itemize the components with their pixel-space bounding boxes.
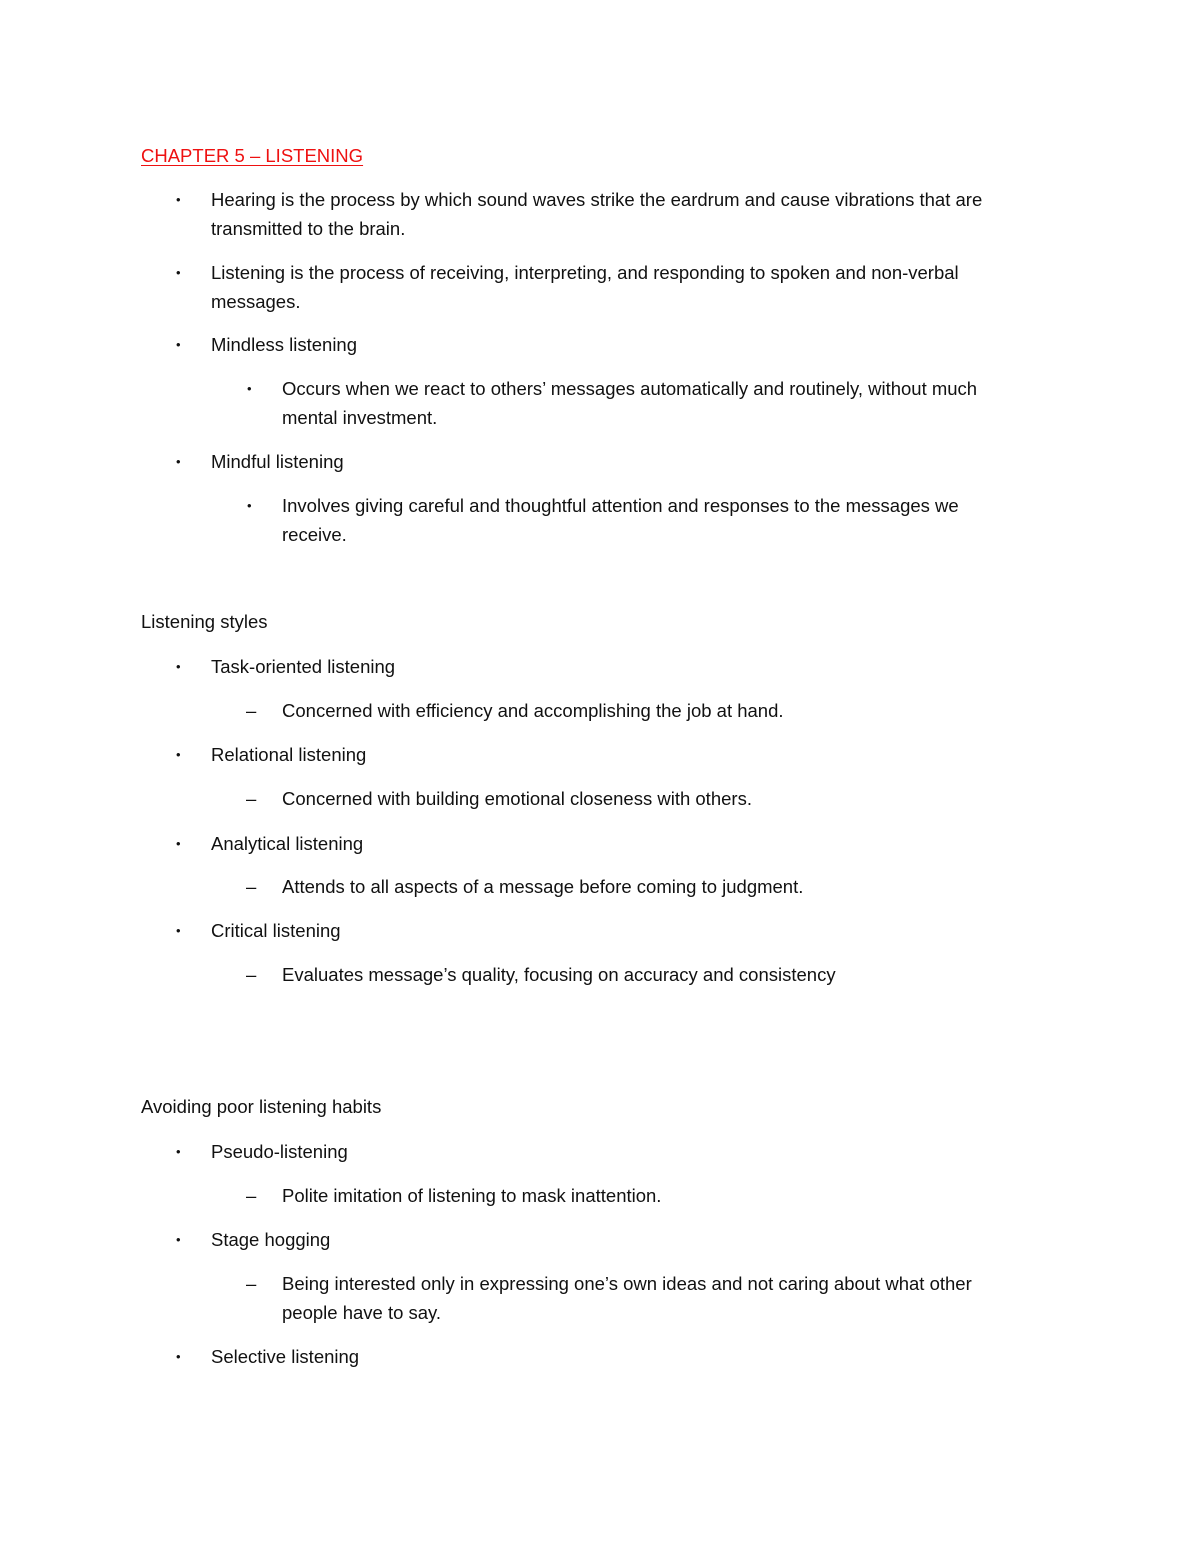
habit-description: Polite imitation of listening to mask inattention. (282, 1185, 662, 1206)
listening-styles-heading: Listening styles (141, 611, 268, 632)
bullet-icon: • (176, 265, 181, 280)
style-label: Analytical listening (211, 833, 364, 854)
bullet-icon: • (176, 337, 181, 352)
style-label: Relational listening (211, 744, 367, 765)
dash-icon: – (246, 964, 257, 985)
mindless-listening-label: Mindless listening (211, 334, 358, 355)
dash-icon: – (246, 700, 257, 721)
habit-description-line-1: Being interested only in expressing one’s own ideas and not caring about what other (282, 1273, 972, 1294)
style-label: Task-oriented listening (211, 656, 396, 677)
style-description: Evaluates message’s quality, focusing on accuracy and consistency (282, 964, 836, 985)
style-description: Attends to all aspects of a message before coming to judgment. (282, 876, 804, 897)
hearing-definition-line-1: Hearing is the process by which sound waves strike the eardrum and cause vibrations that are (211, 189, 983, 210)
style-description: Concerned with efficiency and accomplishing the job at hand. (282, 700, 784, 721)
dash-icon: – (246, 788, 257, 809)
style-label: Critical listening (211, 920, 341, 941)
bullet-icon: • (176, 1232, 181, 1247)
poor-habits-heading: Avoiding poor listening habits (141, 1096, 382, 1117)
bullet-icon: • (176, 659, 181, 674)
bullet-icon: • (176, 747, 181, 762)
mindful-listening-desc-line-1: Involves giving careful and thoughtful attention and responses to the messages we (282, 495, 959, 516)
bullet-icon: • (176, 192, 181, 207)
bullet-icon: • (176, 1144, 181, 1159)
habit-label: Selective listening (211, 1346, 360, 1367)
bullet-icon: • (176, 923, 181, 938)
bullet-icon: • (176, 1349, 181, 1364)
dash-icon: – (246, 876, 257, 897)
listening-definition-line-2: messages. (211, 291, 301, 312)
dash-icon: – (246, 1185, 257, 1206)
mindless-listening-desc-line-1: Occurs when we react to others’ messages automatically and routinely, without much (282, 378, 978, 399)
mindful-listening-desc-line-2: receive. (282, 524, 347, 545)
habit-label: Pseudo-listening (211, 1141, 348, 1162)
style-description: Concerned with building emotional closeness with others. (282, 788, 752, 809)
mindful-listening-label: Mindful listening (211, 451, 344, 472)
habit-label: Stage hogging (211, 1229, 331, 1250)
bullet-icon: • (247, 381, 252, 396)
mindless-listening-desc-line-2: mental investment. (282, 407, 438, 428)
hearing-definition-line-2: transmitted to the brain. (211, 218, 406, 239)
listening-definition-line-1: Listening is the process of receiving, interpreting, and responding to spoken and non-verbal (211, 262, 959, 283)
bullet-icon: • (176, 454, 181, 469)
dash-icon: – (246, 1273, 257, 1294)
bullet-icon: • (247, 498, 252, 513)
bullet-icon: • (176, 836, 181, 851)
habit-description-line-2: people have to say. (282, 1302, 442, 1323)
chapter-title: CHAPTER 5 – LISTENING (141, 145, 364, 166)
